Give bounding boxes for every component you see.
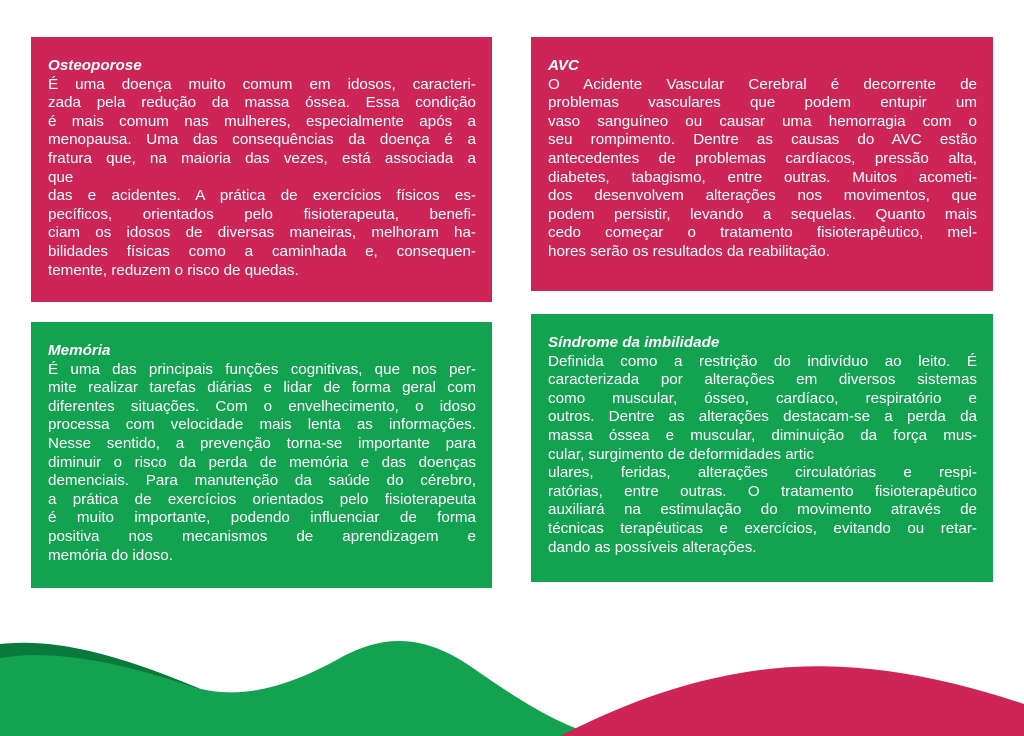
text-line: Nesse sentido, a prevenção torna-se importante para: [48, 434, 476, 452]
text-line: dos desenvolvem alterações nos movimentos, que: [548, 187, 977, 205]
text-line: que: [48, 168, 74, 186]
text-line: podem persistir, levando a sequelas. Quanto mais: [548, 205, 977, 223]
text-line: é muito importante, podendo influenciar de forma: [48, 509, 476, 527]
decorative-waves: [0, 626, 1024, 736]
text-line: outros. Dentre as alterações destacam-se a perda da: [548, 408, 977, 426]
text-line: demenciais. Para manutenção da saúde do cérebro,: [48, 472, 476, 490]
memoria-card: [31, 322, 492, 588]
text-line: Definida como a restrição do indivíduo ao leito. É: [548, 352, 977, 370]
osteoporose-text: [48, 76, 476, 281]
text-line: auxiliará na estimulação do movimento através de: [548, 501, 977, 519]
text-line: positiva nos mecanismos de aprendizagem e: [48, 527, 476, 545]
text-line: técnicas terapêuticas e exercícios, evitando ou retar-: [548, 519, 977, 537]
memoria-text: [48, 361, 476, 566]
text-line: vaso sanguíneo ou causar uma hemorragia com o: [548, 112, 977, 130]
avc-title: AVC: [548, 57, 579, 74]
text-line: O Acidente Vascular Cerebral é decorrente de: [548, 75, 977, 93]
sindrome-text: [548, 353, 977, 558]
text-line: como muscular, ósseo, cardíaco, respiratório e: [548, 389, 977, 407]
text-line: É uma das principais funções cognitivas, que nos per-: [48, 360, 476, 378]
sindrome-card: [531, 314, 993, 582]
text-line: zada pela redução da massa óssea. Essa condição: [48, 94, 476, 112]
text-line: É uma doença muito comum em idosos, caracteri-: [48, 75, 476, 93]
text-line: processa com velocidade mais lenta as informações.: [48, 416, 476, 434]
pink-wave: [560, 666, 1024, 736]
text-line: problemas vasculares que podem entupir um: [548, 94, 977, 112]
text-line: mite realizar tarefas diárias e lidar de forma geral com: [48, 379, 476, 397]
text-line: é mais comum nas mulheres, especialmente após a: [48, 112, 476, 130]
avc-text: [548, 76, 977, 262]
text-line: cedo começar o tratamento fisioterapêutico, mel-: [548, 224, 977, 242]
osteoporose-title: Osteoporose: [48, 57, 142, 74]
text-line: ciam os idosos de diversas maneiras, melhoram ha-: [48, 224, 476, 242]
text-line: memória do idoso.: [48, 546, 173, 564]
text-line: diferentes situações. Com o envelhecimento, o idoso: [48, 397, 476, 415]
text-line: pecíficos, orientados pelo fisioterapeuta, benefi-: [48, 205, 476, 223]
text-line: seu rompimento. Dentre as causas do AVC estão: [548, 131, 977, 149]
text-line: dando as possíveis alterações.: [548, 538, 757, 556]
text-line: massa óssea e muscular, diminuição da força mus-: [548, 426, 977, 444]
text-line: menopausa. Uma das consequências da doença é a: [48, 131, 476, 149]
text-line: fratura que, na maioria das vezes, está associada a: [48, 149, 476, 167]
text-line: caracterizada por alterações em diversos sistemas: [548, 371, 977, 389]
text-line: diabetes, tabagismo, entre outras. Muitos acometi-: [548, 168, 977, 186]
text-line: das e acidentes. A prática de exercícios físicos es-: [48, 187, 476, 205]
text-line: bilidades físicas como a caminhada e, consequen-: [48, 242, 476, 260]
text-line: ulares, feridas, alterações circulatórias e respi-: [548, 464, 977, 482]
text-line: diminuir o risco da perda de memória e das doenças: [48, 453, 476, 471]
text-line: cular, surgimento de deformidades artic: [548, 445, 814, 463]
avc-card: [531, 37, 993, 291]
text-line: antecedentes de problemas cardíacos, pressão alta,: [548, 149, 977, 167]
osteoporose-card: [31, 37, 492, 302]
text-line: ratórias, entre outras. O tratamento fisioterapêutico: [548, 482, 977, 500]
text-line: temente, reduzem o risco de quedas.: [48, 261, 299, 279]
text-line: a prática de exercícios orientados pelo fisioterapeuta: [48, 490, 476, 508]
memoria-title: Memória: [48, 342, 111, 359]
sindrome-title: Síndrome da imbilidade: [548, 334, 720, 351]
text-line: hores serão os resultados da reabilitação.: [548, 242, 830, 260]
